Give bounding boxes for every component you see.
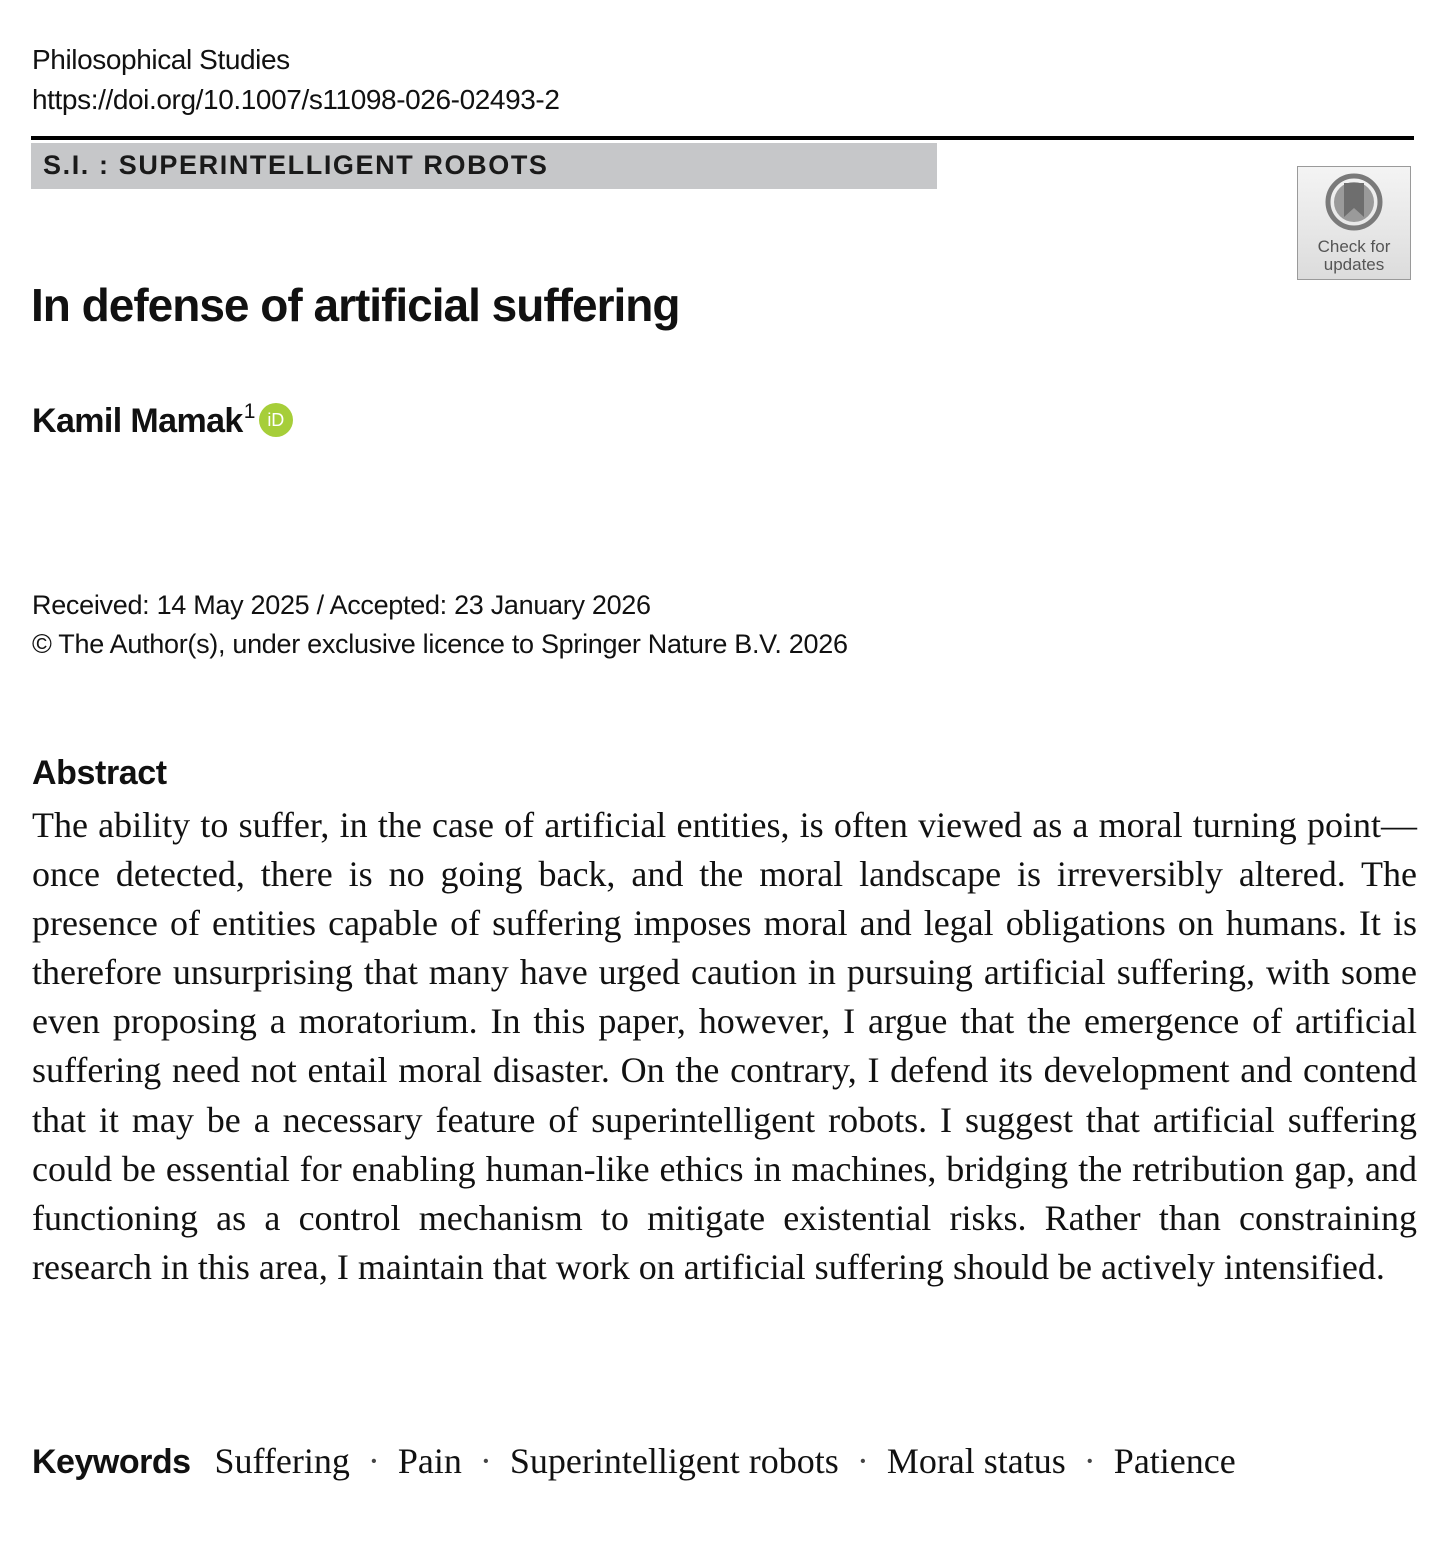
keywords-label: Keywords [32, 1443, 191, 1481]
special-issue-banner [31, 143, 937, 189]
abstract-heading: Abstract [32, 754, 167, 792]
keyword-separator: · [856, 1441, 869, 1481]
keywords-line [32, 1440, 1236, 1482]
keyword-separator: · [1083, 1441, 1096, 1481]
affiliation-mark: 1 [243, 400, 255, 423]
keyword-item: Patience [1113, 1441, 1236, 1481]
keyword-separator: · [479, 1441, 492, 1481]
keyword-item: Suffering [214, 1441, 350, 1481]
header-rule [31, 136, 1414, 140]
article-title: In defense of artificial suffering [31, 279, 680, 331]
abstract-text: The ability to suffer, in the case of artificial entities, is often viewed as a moral turning point—once detected, there is no going back, and the moral landscape is irreversibly altered. The presence of entities capable of suffering imposes moral and legal obligations on humans. It is therefore unsurprising that many have urged caution in pursuing artificial suffering, with some even proposing a moratorium. In this paper, however, I argue that the emergence of artificial suffering need not entail moral disaster. On the contrary, I defend its development and contend that it may be a necessary feature of superintelligent robots. I suggest that artificial suffering could be essential for enabling human-like ethics in machines, bridging the retribution gap, and functioning as a control mechanism to mitigate existential risks. Rather than constraining research in this area, I maintain that work on artificial suffering should be actively intensified. [32, 805, 1417, 1287]
author-name[interactable]: Kamil Mamak [32, 402, 243, 440]
copyright-line: © The Author(s), under exclusive licence to Springer Nature B.V. 2026 [32, 629, 848, 659]
doi-link[interactable]: https://doi.org/10.1007/s11098-026-02493-2 [32, 84, 560, 115]
keyword-separator: · [367, 1441, 380, 1481]
check-for-updates-badge[interactable] [1297, 166, 1411, 280]
orcid-icon[interactable]: iD [259, 403, 293, 437]
keyword-item: Superintelligent robots [509, 1441, 839, 1481]
keyword-item: Moral status [886, 1441, 1066, 1481]
bookmark-circle-icon [1325, 173, 1383, 231]
received-accepted: Received: 14 May 2025 / Accepted: 23 January 2026 [32, 590, 651, 620]
publication-dates [32, 586, 848, 664]
journal-name: Philosophical Studies [32, 44, 290, 75]
check-updates-line1: Check for [1317, 237, 1391, 256]
author-line [32, 402, 293, 441]
special-issue-label: S.I. : SUPERINTELLIGENT ROBOTS [43, 150, 549, 180]
check-updates-line2: updates [1323, 255, 1385, 274]
keyword-item: Pain [397, 1441, 462, 1481]
journal-header [32, 40, 560, 120]
